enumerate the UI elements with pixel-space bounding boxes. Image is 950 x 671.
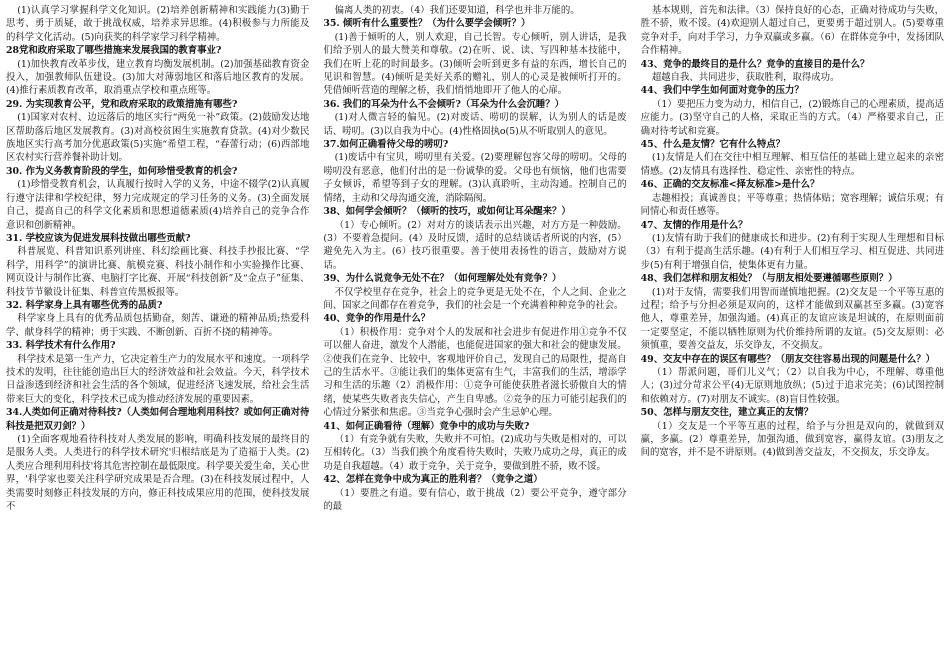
answer-paragraph: (1)认真学习掌握科学文化知识。(2)培养创新精神和实践能力(3)勤于思考、勇于质疑，敢于挑战权威，培养求异思维。(4)积极参与力所能及的科学文化活动。(5)向获奖的科学家学习科学精神。: [6, 5, 310, 43]
answer-paragraph: （1）要把压力变为动力，相信自己，(2)锻炼自己的心理素质，提高适应能力。(3)坚守自己的人格，采取正当的方式。（4）严格要求自己，正确对待考试和竞赛。: [640, 98, 944, 137]
question-heading: 40、竞争的作用是什么？: [323, 313, 431, 325]
answer-paragraph: (1)对于友情，需要我们用智而谨慎地把握。(2)交友是一个平等互惠的过程；给予与分担必须是双向的，这样才能做到双赢甚至多赢。(3)宽容他人，尊重差异，加强沟通。(4)真正的友谊应该是坦诚的，在原则面前一定要坚定，不能以牺牲原则为代价维持所谓的友谊。(5)交友原则：必须慎重，要善交益友，乐交诤友，不交损友。: [640, 286, 944, 352]
column-1: [6, 4, 309, 671]
question-heading: 48、我们怎样和朋友相处？（与朋友相处要遵循哪些原则？）: [640, 273, 898, 285]
question-heading: 39、为什么说竞争无处不在？（如何理解处处有竞争？）: [323, 273, 562, 285]
question-heading: 31. 学校应该为促进发展科技做出哪些贡献?: [6, 232, 191, 244]
column-2: [323, 4, 626, 671]
answer-paragraph: 科学技术是第一生产力，它决定着生产力的发展水平和速度。一项科学技术的发明，往往能创造出巨大的经济效益和社会效益。今天，科学技术日益渗透到经济和社会生活的各个领域，促进经济飞速发展，给社会生活带来巨大的变化，科学技术已成为推动经济发展的重要因素。: [6, 353, 310, 405]
answer-paragraph: (1)对人微言轻的偏见。(2)对废话、唠叨的误解，认为别人的话是废话、唠叨。(3)以自我为中心。(4)性格固执o(5)从不听取别人的意见。: [323, 112, 627, 137]
question-heading: 36. 我们的耳朵为什么不会倾听?（耳朵为什么会沉睡？）: [323, 98, 565, 110]
question-heading: 50、怎样与朋友交往，建立真正的友情？: [640, 407, 814, 419]
answer-paragraph: 不仅学校里存在竞争，社会上的竞争更是无处不在，个人之间、企业之间、国家之间都存在着竞争，我们的社会是一个充满着种种竞争的社会。: [323, 286, 627, 311]
answer-paragraph: (1)国家对农村、边远落后的地区实行“两免一补”政策。(2)鼓励发达地区帮助落后地区发展教育。(3)对高校贫困生实施教育贷款。(4)对少数民族地区实行高考加分优惠政策(5)实施“希望工程，“春蕾行动；(6)西部地区农村实行营养餐补助计划。: [6, 112, 310, 164]
answer-paragraph: (1)废话中有宝贝，唠叨里有关爱。(2)要理解包容父母的唠叨。父母的唠叨没有恶意，他们付出的是一份诚挚的爱。父母也有烦恼，他们也需要子女倾诉，希望等到子女的理解。(3)认真聆听，主动沟通。控制自己的情绪，主动和父母沟通交流，消除隔阂。: [323, 152, 627, 204]
question-heading: 46、正确的交友标准<择友标准>是什么？: [640, 179, 820, 191]
question-heading: 45、什么是友情？它有什么特点？: [640, 139, 785, 151]
question-heading: 47、友情的作用是什么？: [640, 219, 748, 231]
question-heading: 44、我们中学生如何面对竞争的压力？: [640, 85, 804, 97]
answer-paragraph: 偏离人类的初衷。（4）我们还要知道，科学也并非万能的。: [334, 5, 580, 16]
answer-paragraph: （1）积极作用：竞争对个人的发展和社会进步有促进作用①竞争不仅可以催人奋进，激发个人潜能，也能促进国家的强大和社会的健康发展。②使我们在竞争、比较中，客观地评价自己，发现自己的局限性，提高自己的生活水平。③能让我们的集体更富有生气，丰富我们的生活，增添学习和生活的乐趣（2）消极作用：①竞争可能使获胜者滋长骄傲自大的情绪，使某些失败者丧失信心，产生自卑感。②竞争的压力可能引起我们的心情过分紧张和焦虑。③当竞争心强时会产生忌妒心理。: [323, 326, 627, 419]
answer-paragraph: (1)加快教育改革步伐，建立教育均衡发展机制。(2)加强基础教育资金投入，加强教师队伍建设。(3)加大对薄弱地区和落后地区教育的发展。(4)推行素质教育改革，取消重点学校和重点班等。: [6, 58, 310, 97]
question-heading: 35. 倾听有什么重要性？（为什么要学会倾听？）: [323, 18, 531, 30]
question-heading: 41、如何正确看待（理解）竞争中的成功与失败?: [323, 420, 530, 432]
question-heading: 49、交友中存在的误区有哪些？（朋友交往容易出现的问题是什么？）: [640, 353, 935, 365]
answer-paragraph: 基本规则，首先和法律。（3）保持良好的心态，正确对待成功与失败，胜不骄，败不馁。(4)欢迎别人超过自己，更要勇于超过别人。(5)要尊重竞争对手，向对手学习，力争双赢或多赢。（6）在群体竞争中，发扬团队合作精神。: [640, 5, 944, 57]
answer-paragraph: （1）交友是一个平等互惠的过程，给予与分担是双向的，就做到双赢，多赢。(2）尊重差异，加强沟通，做到宽容，赢得友谊。(3)朋友之间的宽容，并不是不讲原则。(4)做到善交益友，不交损友，乐交诤友。: [640, 420, 944, 459]
answer-paragraph: 科普展览、科普知识系列讲座、科幻绘画比赛、科技手抄报比赛、“学科学，用科学”的演讲比赛、航模竞赛、科技小制作和小实验操作比赛、网页设计与制作比赛、电脑打字比赛、开展“科技创新”及“金点子”征集、科技节节徽设计征集、科普宣传黑板报等。: [6, 246, 310, 298]
answer-paragraph: (1)友情有助于我们的健康成长和进步。(2)有利于实现人生理想和目标（3）有利于提高生活乐趣。(4)有利于人们相互学习、相互促进、共同进步(5)有利于增强自信，使集体更有力量。: [640, 232, 944, 271]
question-heading: 43、竞争的最终目的是什么？竞争的直接目的是什么？: [640, 58, 870, 70]
answer-paragraph: （1）专心倾听。(2）对对方的谈话表示出兴趣，对方方是一种鼓励。(3）不要着急提问。(4）及时反馈，适时的总结谈话者所说的内容，(5）避免先入为主。(6）技巧很重要。善于使用表扬性的语言，鼓励对方说话。: [323, 219, 627, 271]
question-heading: 34.人类如何正确对待科技?（人类如何合理地利用科技？或如何正确对待科技是把双刃剑？）: [6, 407, 310, 432]
question-heading: 32. 科学家身上具有哪些优秀的品质?: [6, 299, 163, 311]
answer-paragraph: （1）要胜之有道。要有信心，敢于挑战（2）要公平竞争，遵守部分的最: [323, 487, 627, 513]
question-heading: 33. 科学技术有什么作用?: [6, 340, 116, 352]
column-3: [641, 4, 944, 671]
answer-paragraph: 超越自我、共同进步，获取胜利，取得成功。: [651, 72, 840, 84]
answer-paragraph: （1）帮派问题，哥们儿义气；（2）以自我为中心，不理解、尊重他人；(3)过分苛求公平(4)无原则地放纵；(5)过于追求完美；(6)试图控制和依赖对方。(7)对朋友不诚实。(8)盲目性较强。: [640, 366, 944, 405]
answer-paragraph: （1）有竞争就有失败，失败并不可怕。(2)成功与失败是相对的，可以互相转化。（3）当我们换个角度看待失败时，失败乃成功之母，真正的成功是自我超越。（4）敢于竞争，关于竞争，要做到胜不骄，败不馁。: [323, 434, 627, 472]
question-heading: 28党和政府采取了哪些措施来发展我国的教育事业?: [6, 45, 222, 57]
answer-paragraph: (1)珍惜受教育机会，认真履行按时入学的义务，中途不辍学(2)认真履行遵守法律和学校纪律，努力完成规定的学习任务的义务。(3)全面发展自己，提高自己的科学文化素质和思想道德素质(4)培养自己的竞争合作意识和创新精神。: [6, 179, 310, 231]
question-heading: 37.如何正确看待父母的唠叨?: [323, 139, 449, 151]
question-heading: 38、如何学会倾听？（倾听的技巧，或如何让耳朵醒来？）: [323, 206, 571, 218]
answer-paragraph: 志趣相投；真诚善良；平等尊重；热情体贴；宽容理解；诚信乐观；有同情心和责任感等。: [640, 192, 944, 218]
answer-paragraph: (1)善于倾听的人，别人欢迎，自己长智。专心倾听，别人讲话，是我们给予别人的最大赞美和尊敬。(2)在听、说、读、写四种基本技能中，我们在听上花的时间最多。(3)倾听会听到更多有益的东西，增长自己的见识和智慧。(4)倾听是美好关系的赠礼，别人的心灵是被倾听打开的。凭借倾听营造的理解之桥，我们悄悄地即开了他人的心扉。: [323, 31, 627, 97]
question-heading: 42、怎样在竞争中成为真正的胜利者？（竞争之道）: [323, 474, 543, 486]
question-heading: 29. 为实现教育公平，党和政府采取的政策措施有哪些?: [6, 98, 238, 110]
question-heading: 30. 作为义务教育阶段的学生，如何珍惜受教育的机会?: [6, 165, 238, 177]
answer-paragraph: (1)友情是人们在交往中相互理解、相互信任的基础上建立起来的亲密情感。(2)友情具有选择性、稳定性、亲密性的特点。: [640, 152, 944, 177]
answer-paragraph: (1)全面客观地看待科技对人类发展的影响，明确科技发展的最终目的是服务人类。人类进行的科学技术研究'归根结底是为了造福于人类。(2)人类应合理利用科技'将其危害控制在最低限度。科学要关爱生命，关心世界，'科学家也要关注科学研究成果是否合理。(3)在科技发展过程中，人类需要时刻修正科技发展的方向，修正科技成果应用的范围，使科技发展不: [6, 434, 310, 513]
answer-paragraph: 科学家身上具有的优秀品质包括勤奋，刻苦、谦逊的精神品质;热爱科学、献身科学的精神；勇于实践、不断创新、百折不挠的精神等。: [6, 313, 310, 338]
